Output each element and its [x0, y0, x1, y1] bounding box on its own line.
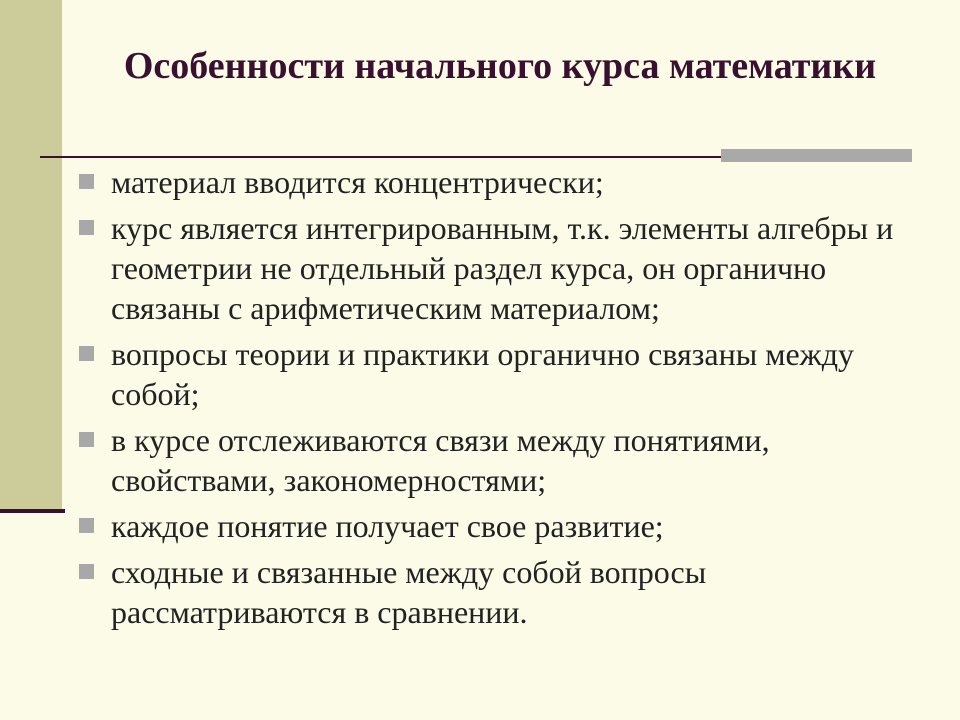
bullet-text: курс является интегрированным, т.к. элементы алгебры и геометрии не отдельный раздел курса, он органично связаны с арифметическим материалом; [111, 210, 894, 326]
bullet-list [75, 162, 925, 638]
bullet-item [75, 506, 925, 546]
bullet-text: вопросы теории и практики органично связаны между собой; [111, 336, 855, 412]
bullet-item [75, 420, 925, 500]
side-strip-divider [0, 509, 65, 513]
bullet-square-icon [79, 432, 94, 447]
bullet-item [75, 208, 925, 328]
bullet-item [75, 334, 925, 414]
bullet-square-icon [79, 564, 94, 579]
bullet-square-icon [79, 346, 94, 361]
bullet-item [75, 552, 925, 632]
bullet-text: в курсе отслеживаются связи между понятиями, свойствами, закономерностями; [111, 422, 770, 498]
bullet-square-icon [79, 518, 94, 533]
bullet-text: сходные и связанные между собой вопросы рассматриваются в сравнении. [111, 554, 707, 630]
bullet-text: каждое понятие получает свое развитие; [111, 508, 664, 544]
bullet-square-icon [79, 220, 94, 235]
bullet-text: материал вводится концентрически; [111, 164, 604, 200]
slide-title: Особенности начального курса математики [123, 45, 877, 87]
title-accent-bar [721, 149, 912, 162]
side-strip [0, 0, 62, 512]
bullet-square-icon [79, 174, 94, 189]
bullet-item [75, 162, 925, 202]
